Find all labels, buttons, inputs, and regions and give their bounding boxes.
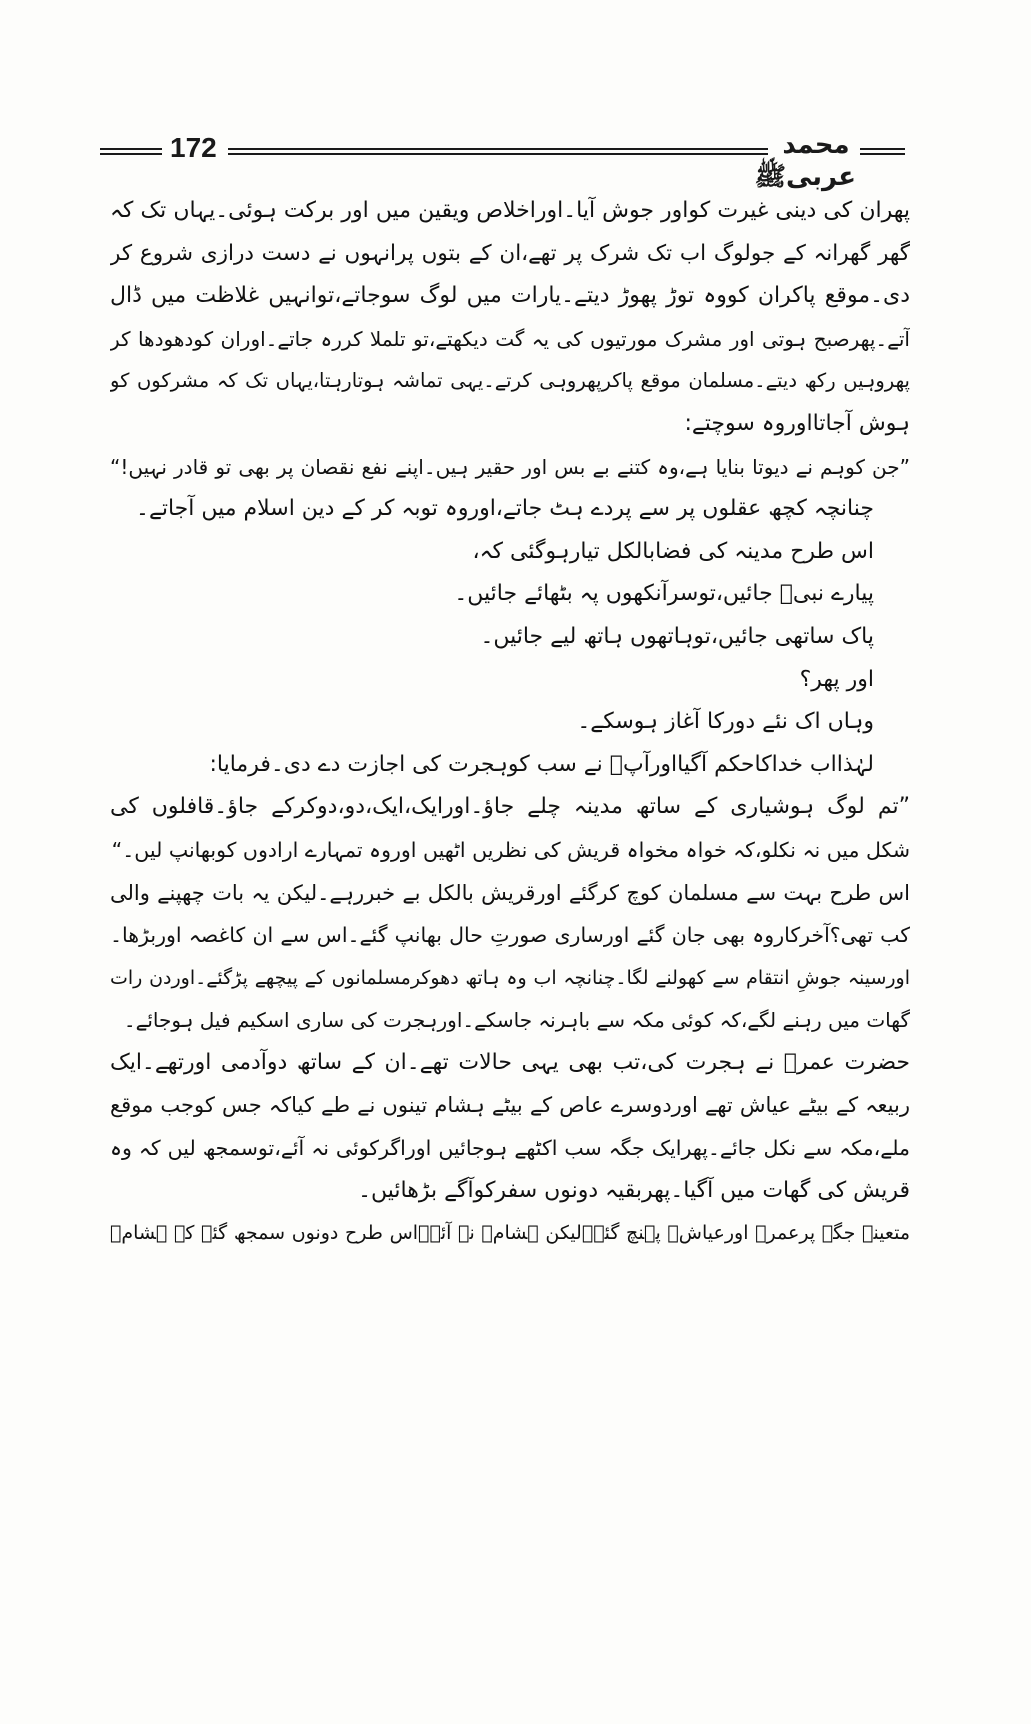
header-rule-middle	[228, 148, 768, 155]
quote-line: شکل میں نہ نکلو،کہ خواہ مخواہ قریش کی نظریں اٹھیں اوروہ تمہارے ارادوں کوبھانپ لیں۔“	[111, 837, 910, 862]
text-line: ربیعہ کے بیٹے عیاش تھے اوردوسرے عاص کے بیٹے ہشام تینوں نے طے کیاکہ جس کوجب موقع	[110, 1093, 910, 1118]
header-rule-left	[100, 148, 162, 155]
body-text	[110, 190, 910, 1255]
text-line: اور پھر؟	[799, 666, 874, 692]
text-line: اورسینہ جوشِ انتقام سے کھولنے لگا۔چنانچہ اب وہ ہاتھ دھوکرمسلمانوں کے پیچھے پڑگئے۔اوردن رات	[110, 966, 910, 989]
text-line: قریش کی گھات میں آگیا۔پھربقیہ دونوں سفرکوآگے بڑھائیں۔	[358, 1177, 910, 1203]
text-line: وہاں اک نئے دورکا آغاز ہوسکے۔	[577, 709, 874, 735]
verse-line: پاک ساتھی جائیں،توہاتھوں ہاتھ لیے جائیں۔	[480, 623, 874, 649]
book-title: محمد عربیﷺ	[754, 130, 856, 192]
quote-line: ”تم لوگ ہوشیاری کے ساتھ مدینہ چلے جاؤ۔اورایک،ایک،دو،دوکرکے جاؤ۔قافلوں کی	[110, 794, 910, 820]
text-line: ملے،مکہ سے نکل جائے۔پھرایک جگہ سب اکٹھے ہوجائیں اوراگرکوئی نہ آئے،توسمجھ لیں کہ وہ	[110, 1136, 910, 1161]
text-line: ہوش آجاتااوروہ سوچتے:	[684, 410, 910, 436]
page-number: 172	[170, 132, 217, 163]
text-line: پھران کی دینی غیرت کواور جوش آیا۔اوراخلاص ویقین میں اور برکت ہوئی۔یہاں تک کہ	[110, 198, 910, 223]
text-line: لہٰذااب خداکاحکم آگیااورآپؐ نے سب کوہجرت کی اجازت دے دی۔فرمایا:	[209, 751, 874, 777]
text-line: حضرت عمرؓ نے ہجرت کی،تب بھی یہی حالات تھے۔ان کے ساتھ دوآدمی اورتھے۔ایک	[110, 1049, 910, 1075]
quote-line: ”جن کوہم نے دیوتا بنایا ہے،وہ کتنے بے بس اور حقیر ہیں۔اپنے نفع نقصان پر بھی تو قادر نہیں!“	[110, 454, 910, 479]
header-rule-right	[860, 148, 905, 155]
text-line: دی۔موقع پاکران کووہ توڑ پھوڑ دیتے۔یارات میں لوگ سوجاتے،توانہیں غلاظت میں ڈال	[110, 283, 910, 309]
text-line: متعینہ جگہ پرعمرؓ اورعیاشؓ پہنچ گئے۔لیکن ہشامؓ نہ آئے۔اس طرح دونوں سمجھ گئے کہ ہشامؓ	[110, 1222, 910, 1245]
text-line: اس طرح بہت سے مسلمان کوچ کرگئے اورقریش بالکل بے خبررہے۔لیکن یہ بات چھپنے والی	[110, 880, 910, 905]
verse-line: پیارے نبیؐ جائیں،توسرآنکھوں پہ بٹھائے جائیں۔	[454, 581, 874, 607]
text-line: چنانچہ کچھ عقلوں پر سے پردے ہٹ جاتے،اوروہ توبہ کر کے دین اسلام میں آجاتے۔	[136, 496, 874, 522]
text-line: آتے۔پھرصبح ہوتی اور مشرک مورتیوں کی یہ گت دیکھتے،تو تلملا کررہ جاتے۔اوران کودھودھا کر	[110, 326, 910, 351]
text-line: کب تھی؟آخرکاروہ بھی جان گئے اورساری صورتِ حال بھانپ گئے۔اس سے ان کاغصہ اوربڑھا۔	[110, 923, 910, 948]
text-line: گھر گھرانہ کے جولوگ اب تک شرک پر تھے،ان کے بتوں پرانہوں نے دست درازی شروع کر	[110, 240, 910, 266]
page-header	[100, 128, 905, 192]
text-line: اس طرح مدینہ کی فضابالکل تیارہوگئی کہ،	[472, 538, 874, 564]
text-line: گھات میں رہنے لگے،کہ کوئی مکہ سے باہرنہ جاسکے۔اورہجرت کی ساری اسکیم فیل ہوجائے۔	[123, 1008, 910, 1033]
text-line: پھروہیں رکھ دیتے۔مسلمان موقع پاکرپھروہی کرتے۔یہی تماشہ ہوتارہتا،یہاں تک کہ مشرکوں کو	[110, 369, 910, 393]
